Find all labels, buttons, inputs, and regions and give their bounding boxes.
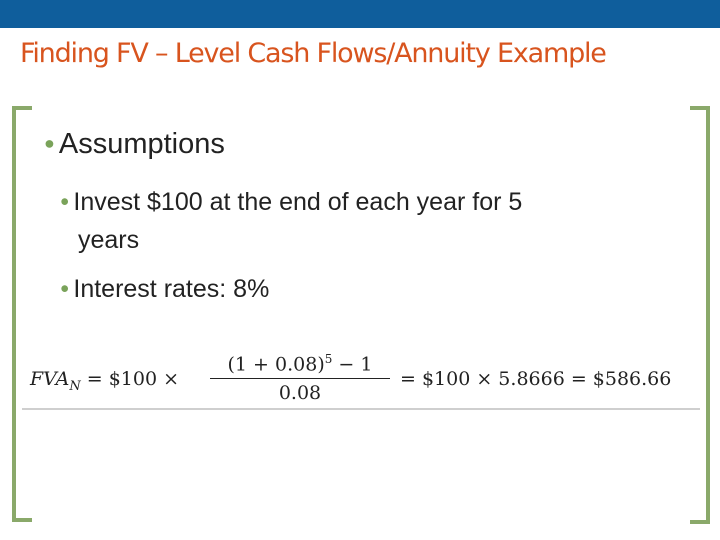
slide-title: Finding FV – Level Cash Flows/Annuity Example xyxy=(20,38,606,69)
formula-rhs: = $100 × 5.8666 = $586.66 xyxy=(400,368,672,390)
bullet-text: Assumptions xyxy=(58,128,225,160)
bullet-dot-icon: ● xyxy=(60,280,70,298)
fraction-bar xyxy=(210,378,390,379)
sub-bullet-invest xyxy=(60,183,680,259)
divider-line xyxy=(22,408,700,410)
formula-fraction xyxy=(210,352,390,404)
sub-bullet-text: Interest rates: 8% xyxy=(73,275,270,303)
left-bracket-decoration xyxy=(12,106,32,522)
formula-denominator: 0.08 xyxy=(278,382,322,405)
formula-numerator: $(1 + 0.08)^5 - 1$ xyxy=(227,352,373,376)
sub-bullet-continuation: years xyxy=(78,226,140,255)
bullet-assumptions xyxy=(44,128,225,161)
sub-bullet-text: Invest $100 at the end of each year for 5 xyxy=(73,188,523,216)
bullet-dot-icon: ● xyxy=(60,193,70,211)
right-bracket-decoration xyxy=(690,106,710,524)
sub-bullet-interest xyxy=(60,275,269,304)
formula-lhs: $FVA_N$ = $100 × xyxy=(30,368,180,394)
top-accent-bar xyxy=(0,0,720,28)
fva-formula xyxy=(30,352,710,412)
bullet-dot-icon: ● xyxy=(44,132,55,153)
